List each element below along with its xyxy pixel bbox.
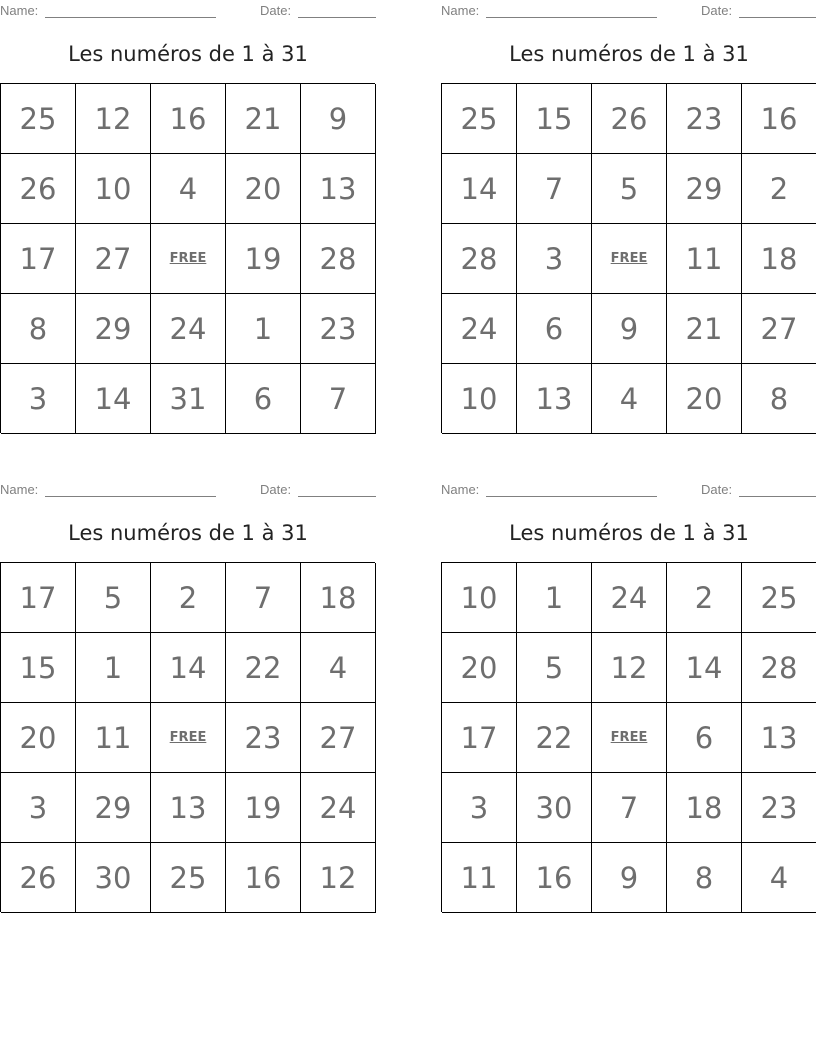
bingo-grid: [441, 562, 816, 912]
name-label: Name:: [0, 3, 39, 18]
bingo-grid: [0, 562, 375, 912]
bingo-cell[interactable]: 5: [517, 633, 592, 703]
bingo-cell[interactable]: 24: [151, 294, 226, 364]
bingo-cell[interactable]: 1: [517, 563, 592, 633]
bingo-cell[interactable]: 26: [1, 843, 76, 913]
name-date-header: [441, 3, 816, 19]
bingo-cell[interactable]: 15: [517, 84, 592, 154]
bingo-cell[interactable]: 19: [226, 224, 301, 294]
date-write-line[interactable]: [739, 496, 816, 497]
bingo-cell[interactable]: 30: [517, 773, 592, 843]
bingo-cell[interactable]: 10: [442, 563, 517, 633]
bingo-cell[interactable]: 23: [667, 84, 742, 154]
bingo-cell[interactable]: 29: [76, 773, 151, 843]
bingo-cell[interactable]: 28: [442, 224, 517, 294]
bingo-cell[interactable]: 25: [151, 843, 226, 913]
free-space-cell[interactable]: FREE: [592, 224, 667, 294]
bingo-cell[interactable]: 29: [76, 294, 151, 364]
bingo-card: [0, 0, 376, 432]
date-write-line[interactable]: [298, 496, 376, 497]
bingo-card: [0, 479, 376, 911]
bingo-cell[interactable]: 23: [226, 703, 301, 773]
bingo-cell[interactable]: 9: [592, 294, 667, 364]
bingo-cell[interactable]: 2: [667, 563, 742, 633]
bingo-cell[interactable]: 7: [226, 563, 301, 633]
bingo-cell[interactable]: 25: [742, 563, 816, 633]
free-space-cell[interactable]: FREE: [592, 703, 667, 773]
bingo-cell[interactable]: 22: [517, 703, 592, 773]
card-title: Les numéros de 1 à 31: [509, 521, 749, 545]
bingo-cell[interactable]: 13: [151, 773, 226, 843]
bingo-cell[interactable]: 11: [442, 843, 517, 913]
bingo-cell[interactable]: 5: [592, 154, 667, 224]
bingo-cell[interactable]: 5: [76, 563, 151, 633]
bingo-cell[interactable]: 29: [667, 154, 742, 224]
name-write-line[interactable]: [486, 17, 657, 18]
bingo-cell[interactable]: 11: [667, 224, 742, 294]
bingo-cell[interactable]: 10: [442, 364, 517, 434]
bingo-card: [441, 479, 816, 911]
date-label: Date:: [701, 482, 733, 497]
bingo-cell[interactable]: 8: [667, 843, 742, 913]
bingo-cell[interactable]: 7: [517, 154, 592, 224]
bingo-cell[interactable]: 6: [226, 364, 301, 434]
bingo-cell[interactable]: 9: [592, 843, 667, 913]
bingo-cell[interactable]: 14: [442, 154, 517, 224]
bingo-cell[interactable]: 24: [592, 563, 667, 633]
name-date-header: [441, 482, 816, 498]
bingo-cell[interactable]: 23: [301, 294, 376, 364]
bingo-cell[interactable]: 24: [442, 294, 517, 364]
bingo-cell[interactable]: 18: [742, 224, 816, 294]
card-title: Les numéros de 1 à 31: [68, 42, 308, 66]
bingo-cell[interactable]: 26: [592, 84, 667, 154]
card-title: Les numéros de 1 à 31: [68, 521, 308, 545]
bingo-cell[interactable]: 19: [226, 773, 301, 843]
date-label: Date:: [701, 3, 733, 18]
bingo-cell[interactable]: 17: [1, 563, 76, 633]
bingo-cell[interactable]: 27: [76, 224, 151, 294]
bingo-cell[interactable]: 12: [76, 84, 151, 154]
bingo-cell[interactable]: 15: [1, 633, 76, 703]
bingo-cell[interactable]: 4: [301, 633, 376, 703]
bingo-cell[interactable]: 14: [76, 364, 151, 434]
bingo-cell[interactable]: 4: [742, 843, 816, 913]
bingo-cell[interactable]: 16: [742, 84, 816, 154]
bingo-cell[interactable]: 2: [151, 563, 226, 633]
bingo-cell[interactable]: 13: [517, 364, 592, 434]
bingo-cell[interactable]: 7: [592, 773, 667, 843]
bingo-grid: [0, 83, 375, 433]
bingo-cell[interactable]: 30: [76, 843, 151, 913]
bingo-cell[interactable]: 27: [301, 703, 376, 773]
name-date-header: [0, 482, 376, 498]
bingo-cell[interactable]: 3: [1, 364, 76, 434]
name-label: Name:: [441, 482, 480, 497]
bingo-cell[interactable]: 1: [76, 633, 151, 703]
bingo-cell[interactable]: 25: [1, 84, 76, 154]
bingo-cell[interactable]: 3: [517, 224, 592, 294]
bingo-cell[interactable]: 24: [301, 773, 376, 843]
bingo-cell[interactable]: 1: [226, 294, 301, 364]
bingo-cell[interactable]: 6: [517, 294, 592, 364]
bingo-cell[interactable]: 26: [1, 154, 76, 224]
bingo-cell[interactable]: 17: [1, 224, 76, 294]
bingo-cell[interactable]: 10: [76, 154, 151, 224]
name-write-line[interactable]: [45, 496, 216, 497]
bingo-cell[interactable]: 23: [742, 773, 816, 843]
bingo-cell[interactable]: 20: [442, 633, 517, 703]
bingo-cell[interactable]: 21: [226, 84, 301, 154]
bingo-cell[interactable]: 3: [442, 773, 517, 843]
bingo-cell[interactable]: 4: [592, 364, 667, 434]
bingo-cell[interactable]: 9: [301, 84, 376, 154]
bingo-cell[interactable]: 16: [151, 84, 226, 154]
date-write-line[interactable]: [739, 17, 816, 18]
bingo-cell[interactable]: 13: [742, 703, 816, 773]
bingo-card: [441, 0, 816, 432]
name-label: Name:: [0, 482, 39, 497]
bingo-cell[interactable]: 16: [517, 843, 592, 913]
bingo-cell[interactable]: 7: [301, 364, 376, 434]
bingo-cell[interactable]: 22: [226, 633, 301, 703]
bingo-cell[interactable]: 8: [1, 294, 76, 364]
bingo-cell[interactable]: 25: [442, 84, 517, 154]
name-write-line[interactable]: [486, 496, 657, 497]
bingo-cell[interactable]: 11: [76, 703, 151, 773]
bingo-cell[interactable]: 31: [151, 364, 226, 434]
bingo-cell[interactable]: 8: [742, 364, 816, 434]
bingo-cell[interactable]: 17: [442, 703, 517, 773]
bingo-cell[interactable]: 13: [301, 154, 376, 224]
bingo-cell[interactable]: 28: [301, 224, 376, 294]
bingo-cell[interactable]: 3: [1, 773, 76, 843]
bingo-cell[interactable]: 20: [1, 703, 76, 773]
bingo-cell[interactable]: 16: [226, 843, 301, 913]
bingo-cell[interactable]: 14: [667, 633, 742, 703]
card-title: Les numéros de 1 à 31: [509, 42, 749, 66]
date-label: Date:: [260, 3, 292, 18]
bingo-cell[interactable]: 2: [742, 154, 816, 224]
bingo-cell[interactable]: 20: [667, 364, 742, 434]
date-write-line[interactable]: [298, 17, 376, 18]
name-label: Name:: [441, 3, 480, 18]
date-label: Date:: [260, 482, 292, 497]
bingo-cell[interactable]: 12: [301, 843, 376, 913]
bingo-cell[interactable]: 6: [667, 703, 742, 773]
bingo-cell[interactable]: 20: [226, 154, 301, 224]
name-write-line[interactable]: [45, 17, 216, 18]
bingo-cell[interactable]: 4: [151, 154, 226, 224]
bingo-cell[interactable]: 18: [301, 563, 376, 633]
bingo-cell[interactable]: 18: [667, 773, 742, 843]
bingo-cell[interactable]: 27: [742, 294, 816, 364]
bingo-cell[interactable]: 28: [742, 633, 816, 703]
bingo-cell[interactable]: 21: [667, 294, 742, 364]
free-space-cell[interactable]: FREE: [151, 703, 226, 773]
name-date-header: [0, 3, 376, 19]
bingo-grid: [441, 83, 816, 433]
bingo-cell[interactable]: 12: [592, 633, 667, 703]
bingo-cell[interactable]: 14: [151, 633, 226, 703]
free-space-cell[interactable]: FREE: [151, 224, 226, 294]
